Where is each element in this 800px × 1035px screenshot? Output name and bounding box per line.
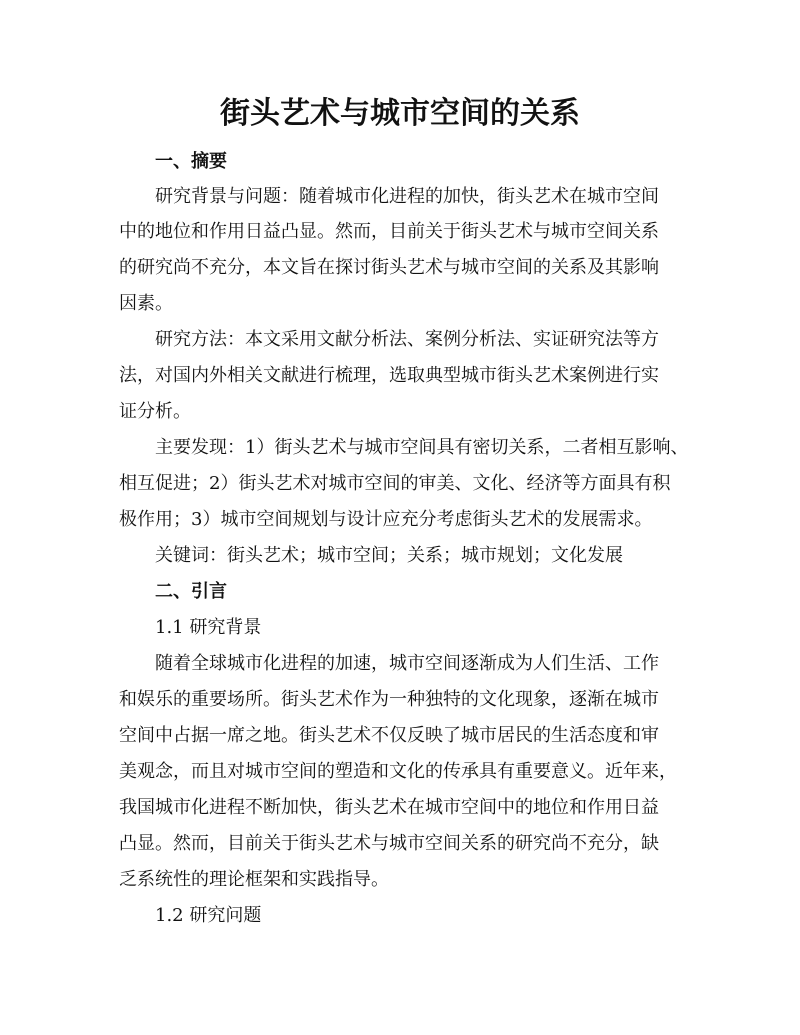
paragraph-line: 研究方法：本文采用文献分析法、案例分析法、实证研究法等方 — [155, 329, 659, 350]
section-heading-introduction: 二、引言 — [155, 581, 227, 602]
paragraph-line: 极作用；3）城市空间规划与设计应充分考虑街头艺术的发展需求。 — [119, 509, 653, 530]
section-heading-abstract: 一、摘要 — [155, 151, 227, 172]
paragraph-line: 随着全球城市化进程的加速，城市空间逐渐成为人们生活、工作 — [155, 653, 659, 674]
paragraph-line: 中的地位和作用日益凸显。然而，目前关于街头艺术与城市空间关系 — [119, 221, 659, 242]
subsection-heading-background: 1.1 研究背景 — [155, 617, 262, 638]
paragraph-line: 的研究尚不充分，本文旨在探讨街头艺术与城市空间的关系及其影响 — [119, 257, 659, 278]
paragraph-line: 和娱乐的重要场所。街头艺术作为一种独特的文化现象，逐渐在城市 — [119, 689, 659, 710]
document-title: 街头艺术与城市空间的关系 — [220, 96, 580, 131]
paragraph-line: 主要发现：1）街头艺术与城市空间具有密切关系，二者相互影响、 — [155, 437, 689, 458]
keywords-line: 关键词：街头艺术；城市空间；关系；城市规划；文化发展 — [155, 545, 623, 566]
subsection-heading-research-question: 1.2 研究问题 — [155, 905, 262, 926]
paragraph-line: 研究背景与问题：随着城市化进程的加快，街头艺术在城市空间 — [155, 186, 659, 207]
paragraph-line: 我国城市化进程不断加快，街头艺术在城市空间中的地位和作用日益 — [119, 797, 659, 818]
paragraph-line: 乏系统性的理论框架和实践指导。 — [119, 869, 389, 890]
paragraph-line: 凸显。然而，目前关于街头艺术与城市空间关系的研究尚不充分，缺 — [119, 833, 659, 854]
paragraph-line: 美观念，而且对城市空间的塑造和文化的传承具有重要意义。近年来， — [119, 761, 677, 782]
paragraph-line: 因素。 — [119, 293, 173, 314]
paragraph-line: 相互促进；2）街头艺术对城市空间的审美、文化、经济等方面具有积 — [119, 473, 671, 494]
paragraph-line: 法，对国内外相关文献进行梳理，选取典型城市街头艺术案例进行实 — [119, 365, 659, 386]
paragraph-line: 证分析。 — [119, 401, 191, 422]
paragraph-line: 空间中占据一席之地。街头艺术不仅反映了城市居民的生活态度和审 — [119, 725, 659, 746]
